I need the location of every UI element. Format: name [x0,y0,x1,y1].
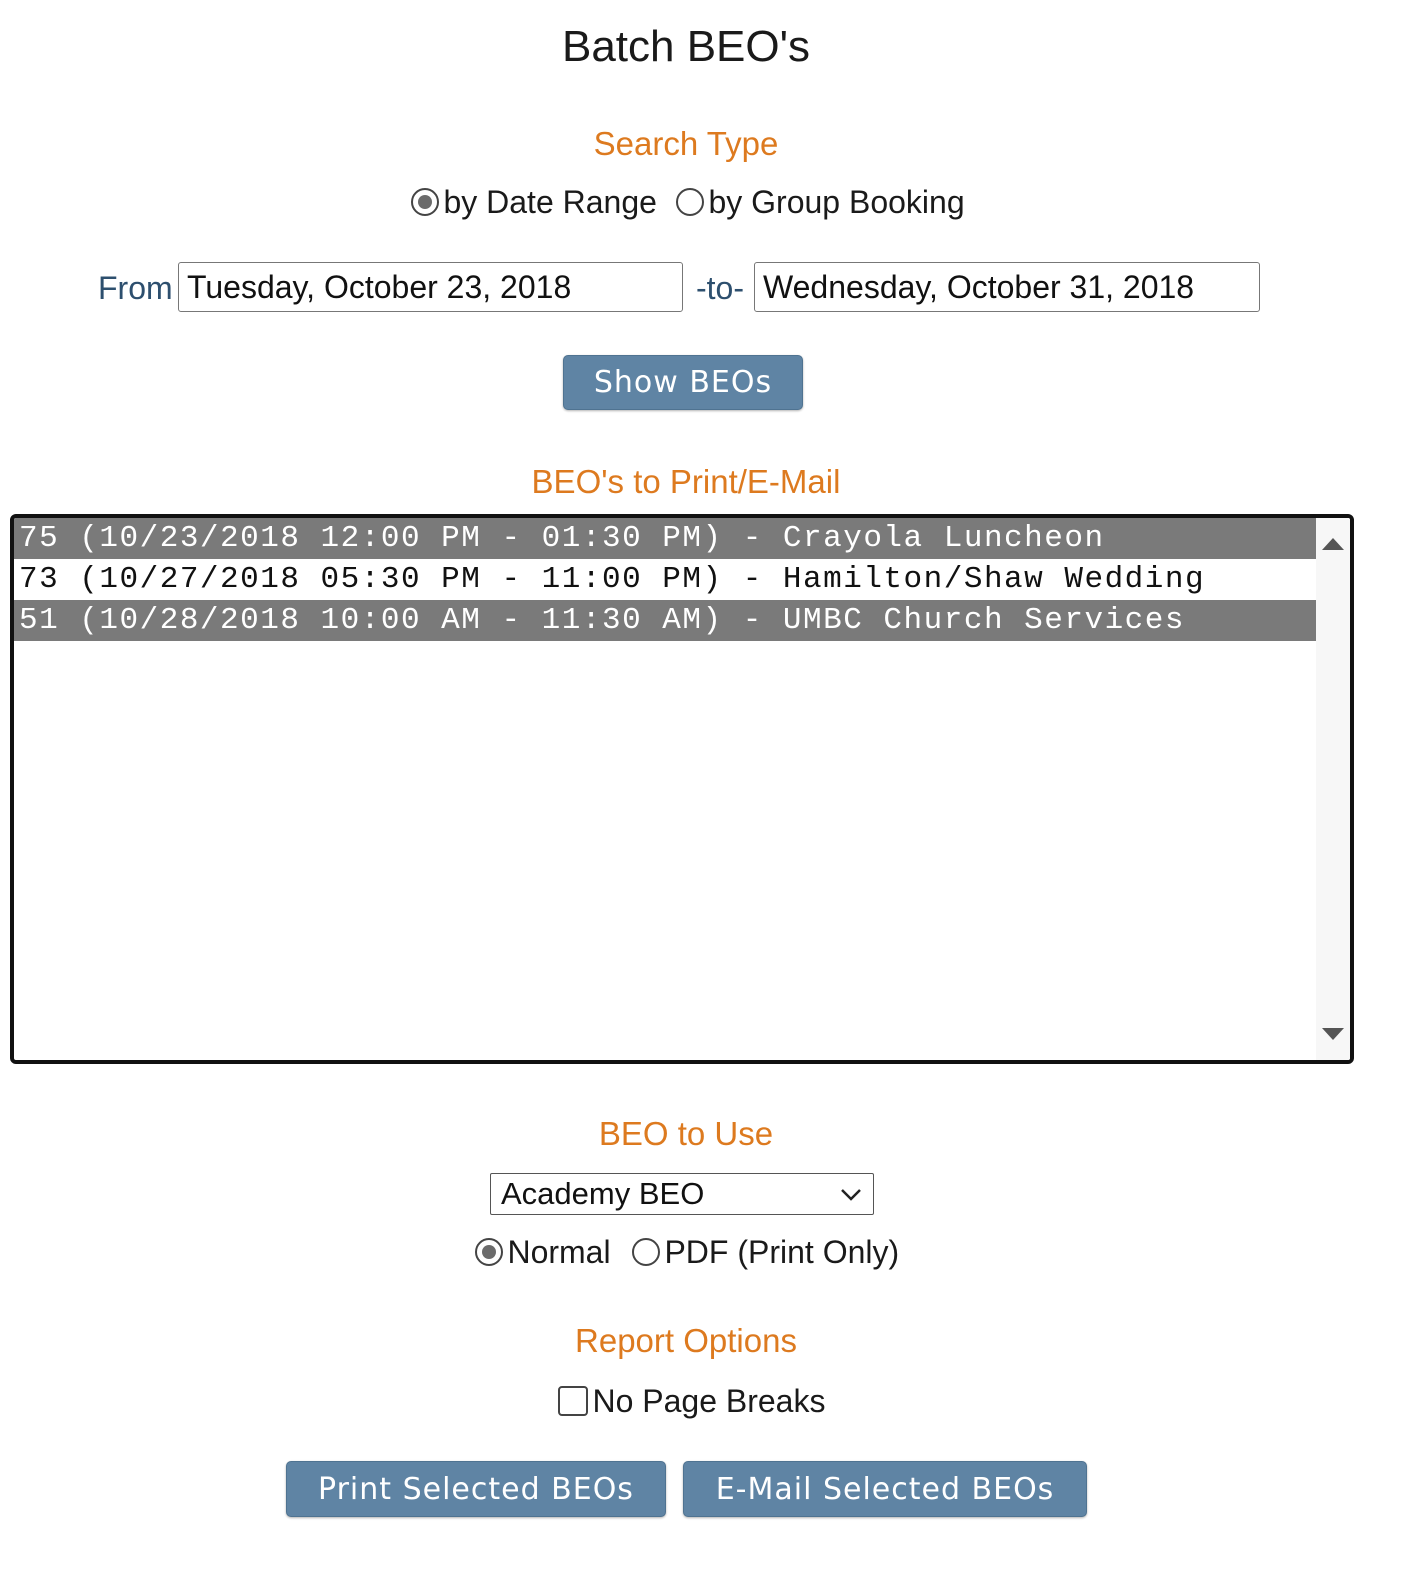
to-date-input[interactable] [754,262,1260,312]
show-beos-button[interactable]: Show BEOs [563,355,803,410]
page-title: Batch BEO's [561,22,811,71]
email-selected-beos-button[interactable]: E-Mail Selected BEOs [683,1461,1087,1517]
date-range-radio[interactable] [411,188,439,216]
format-normal-option[interactable] [475,1232,611,1272]
from-date-input[interactable] [178,262,683,312]
list-item[interactable]: 73 (10/27/2018 05:30 PM - 11:00 PM) - Hamilton/Shaw Wedding [19,562,1206,597]
beo-listbox[interactable] [10,514,1354,1064]
search-type-heading: Search Type [593,125,779,162]
group-booking-label[interactable]: by Group Booking [708,184,965,220]
beo-template-select-value: Academy BEO [501,1176,705,1211]
date-range-label[interactable]: by Date Range [443,184,657,220]
beo-list-heading: BEO's to Print/E-Mail [531,463,841,500]
report-options-heading: Report Options [575,1322,797,1359]
listbox-scrollbar[interactable] [1316,518,1350,1060]
scroll-down-arrow-icon[interactable] [1322,1028,1344,1040]
list-item[interactable]: 51 (10/28/2018 10:00 AM - 11:30 AM) - UMBC Church Services [14,600,1316,641]
scroll-up-arrow-icon[interactable] [1322,538,1344,550]
from-label: From [98,270,173,306]
normal-format-label[interactable]: Normal [507,1234,611,1270]
to-label: -to- [696,270,744,306]
group-booking-radio[interactable] [676,188,704,216]
normal-format-radio[interactable] [475,1238,503,1266]
format-pdf-option[interactable] [632,1232,899,1272]
no-page-breaks-checkbox[interactable] [558,1386,588,1416]
list-item[interactable]: 75 (10/23/2018 12:00 PM - 01:30 PM) - Crayola Luncheon [14,518,1316,559]
print-selected-beos-button[interactable]: Print Selected BEOs [286,1461,666,1517]
no-page-breaks-option[interactable] [558,1381,825,1421]
pdf-format-radio[interactable] [632,1238,660,1266]
pdf-format-label[interactable]: PDF (Print Only) [664,1234,900,1270]
beo-template-select[interactable] [490,1173,874,1215]
search-by-group-booking-option[interactable] [676,182,965,222]
no-page-breaks-label[interactable]: No Page Breaks [592,1383,826,1419]
chevron-down-icon [839,1180,863,1208]
beo-to-use-heading: BEO to Use [598,1115,774,1152]
search-by-date-range-option[interactable] [411,182,657,222]
